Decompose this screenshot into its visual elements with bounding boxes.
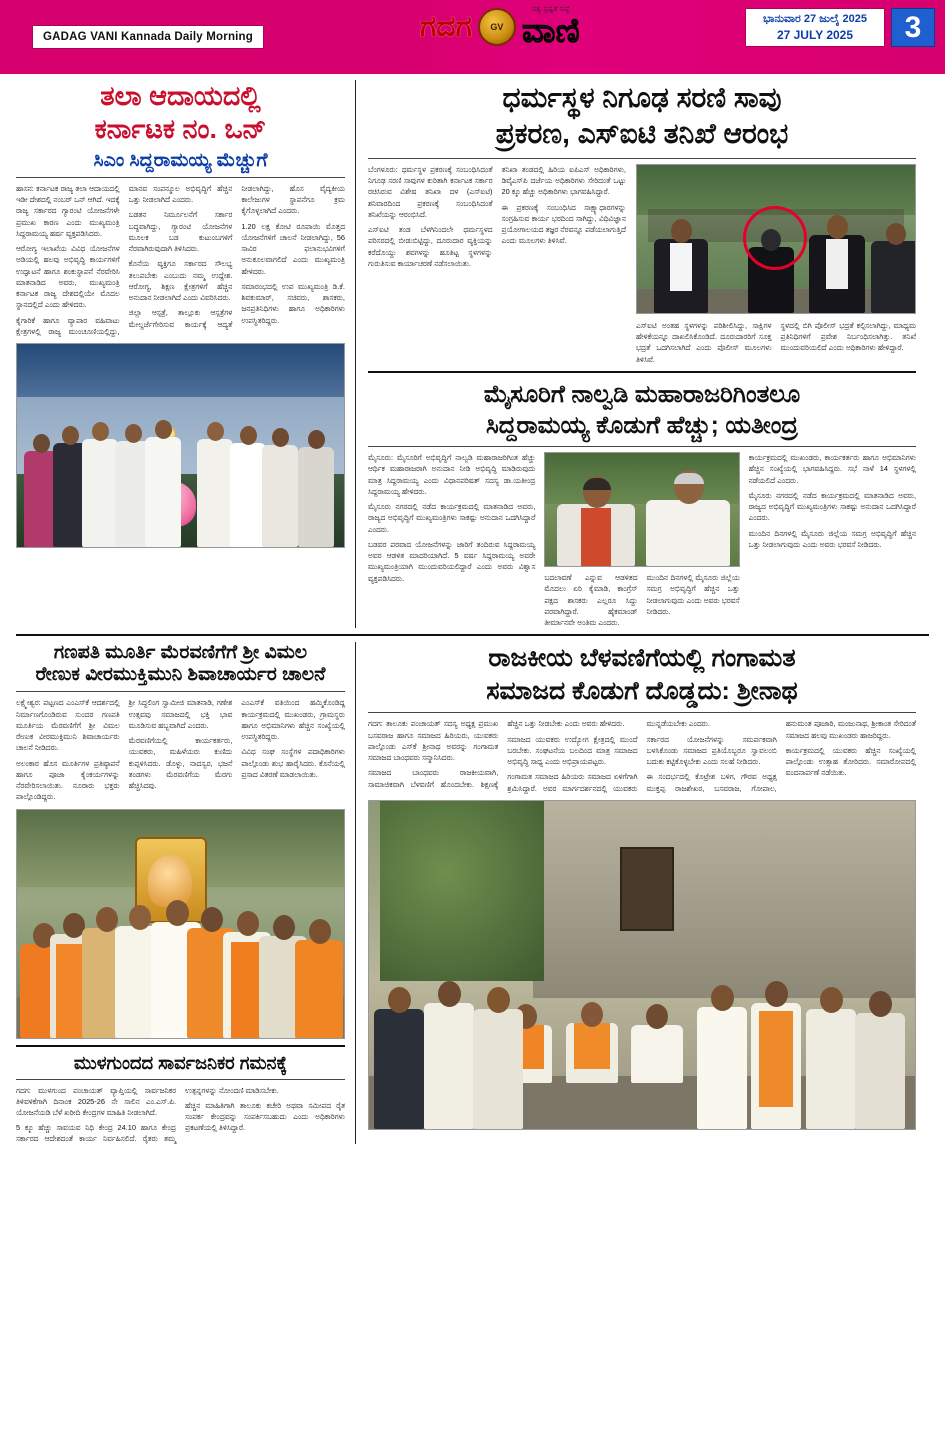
logo-emblem-icon [478,8,516,46]
logo-emblem-label: GV [490,22,504,32]
divider [16,1045,345,1047]
paragraph: ಬಡವರ ಪರವಾದ ಯೋಜನೆಗಳನ್ನು ಜಾರಿಗೆ ತಂದಿರುವ ಸಿದ್ದರಾಮಯ್ಯ ಅವರ ಆಡಳಿತ ಮಾದರಿಯಾಗಿದೆ. 5 ವರ್ಷ ಸಿದ್ದರಾಮಯ್ಯ ಅವರೇ ಮುಖ್ಯಮಂತ್ರಿಯಾಗಿ ಮುಂದುವರಿಯಲಿದ್ದಾರೆ ಎಂದು ಅವರು ವಿಶ್ವಾಸ ವ್ಯಕ್ತಪಡಿಸಿದರು. [368,539,536,583]
paragraph: ಮೈಸೂರು ನಗರದಲ್ಲಿ ನಡೆದ ಕಾರ್ಯಕ್ರಮದಲ್ಲಿ ಮಾತನಾಡಿದ ಅವರು, ರಾಜ್ಯದ ಅಭಿವೃದ್ಧಿಗೆ ಮುಖ್ಯಮಂತ್ರಿಗಳು ಸಾಕಷ್ಟು ಅನುದಾನ ಒದಗಿಸಿದ್ದಾರೆ ಎಂದರು. [368,502,536,534]
paragraph: 1.20 ಲಕ್ಷ ಕೋಟಿ ರೂಪಾಯಿ ಮೊತ್ತದ ಯೋಜನೆಗಳಿಗೆ ಚಾಲನೆ ನೀಡಲಾಗಿದ್ದು, 56 ಸಾವಿರ ಫಲಾನುಭವಿಗಳಿಗೆ ಅನುಕೂಲವಾಗಲಿದೆ ಎಂದು ಮುಖ್ಯಮಂತ್ರಿ ಹೇಳಿದರು. [241,221,345,276]
divider [16,634,929,636]
paragraph: ಸಮಾಜದ ಬಾಂಧವರು ರಾಜಕೀಯವಾಗಿ, ಸಾಮಾಜಿಕವಾಗಿ ಬೆಳವಣಿಗೆ ಹೊಂದಬೇಕು. ಶಿಕ್ಷಣಕ್ಕೆ ಹೆಚ್ಚಿನ ಒತ್ತು ನೀಡಬೇಕು ಎಂದು ಅವರು ಹೇಳಿದರು. [368,719,625,789]
dharmasthala-body-right [636,320,916,365]
paragraph: ಈ ಸಂದರ್ಭದಲ್ಲಿ ಕೊಟ್ರೇಶ ಬಳಿಗ, ಗೌರವ ಅಧ್ಯಕ್ಷ ಮುಕ್ತಪ್ಪ ರಾಜಶೇಖರ, ಬಸವರಾಜ, ಗೋಪಾಲ, ಹನುಮಂತ ಪೂಜಾರಿ, ಮಂಜುನಾಥ, ಶ್ರೀಕಾಂತ ಸೇರಿದಂತೆ ಸಮಾಜದ ಹಲವು ಮುಖಂಡರು ಹಾಜರಿದ್ದರು. [646,719,916,793]
right-top-column [356,80,916,628]
ganapati-headline-line1: ಗಣಪತಿ ಮೂರ್ತಿ ಮೆರವಣಿಗೆಗೆ ಶ್ರೀ ವಿಮಲ [53,642,308,664]
paragraph: ಆರೋಗ್ಯ ಇಲಾಖೆಯ ವಿವಿಧ ಯೋಜನೆಗಳ ಅಡಿಯಲ್ಲಿ ಹಲವು ಅಭಿವೃದ್ಧಿ ಕಾರ್ಯಗಳಿಗೆ ಉದ್ಘಾಟನೆ ಹಾಗೂ ಶಂಕುಸ್ಥಾಪನೆ ನೆರವೇರಿಸಿ ಮಾತನಾಡಿದ ಅವರು, ಮುಖ್ಯಮಂತ್ರಿ ಕರ್ನಾಟಕ ರಾಜ್ಯ ದೇಶದಲ್ಲಿಯೇ ಮೊದಲ ಸ್ಥಾನದಲ್ಲಿದೆ ಎಂದು ಹೇಳಿದರು. [16,244,120,310]
divider [16,1079,345,1080]
paragraph: ಕೊನೆಯ ವ್ಯಕ್ತಿಗೂ ಸರ್ಕಾರದ ಸೌಲಭ್ಯ ತಲುಪಬೇಕು ಎಂಬುದು ನಮ್ಮ ಉದ್ದೇಶ. ಆರೋಗ್ಯ, ಶಿಕ್ಷಣ ಕ್ಷೇತ್ರಗಳಿಗೆ ಹೆಚ್ಚಿನ ಅನುದಾನ ನೀಡಲಾಗಿದೆ ಎಂದು ವಿವರಿಸಿದರು. [128,259,233,303]
logo-name-text: ವಾಣಿ [521,12,580,50]
logo-tagline: ಸತ್ಯ ಸ್ಪಷ್ಟತೆ ನಿಷ್ಠೆ [532,6,570,13]
masthead-date-block [745,8,935,47]
mysore-photo [544,452,739,567]
paragraph: ಗದಗ: ತಾಲೂಕು ಪಂಚಾಯತ್ ಸದಸ್ಯ ಅಧ್ಯಕ್ಷ ಪ್ರಮುಖ ಬಸವರಾಜ ಹಾಗೂ ಸಮಾಜದ ಹಿರಿಯರು, ಯುವಕರು ಪಾಲ್ಗೊಂಡು ಎಸ್‌ಕೆ ಶ್ರೀನಾಥ ಅವರನ್ನು ಗಂಗಾಮತ ಸಮಾಜದ ಬಾಂಧವರು ಸನ್ಮಾನಿಸಿದರು. [368,719,499,763]
gangamata-photo [368,800,916,1130]
lead-story [16,80,356,628]
dharmasthala-headline-line2: ಪ್ರಕರಣ, ಎಸ್‌ಐಟಿ ತನಿಖೆ ಆರಂಭ [495,118,789,150]
paragraph: ಜಿಲ್ಲಾ ಆಸ್ಪತ್ರೆ, ತಾಲ್ಲೂಕು ಆಸ್ಪತ್ರೆಗಳ ಮೇಲ್ದರ್ಜೆಗೇರಿಸುವ ಕಾರ್ಯಕ್ಕೆ ಆದ್ಯತೆ ನೀಡಲಾಗಿದ್ದು, ಹೊಸ ವೈದ್ಯಕೀಯ ಕಾಲೇಜುಗಳ ಸ್ಥಾಪನೆಗೂ ಕ್ರಮ ಕೈಗೊಳ್ಳಲಾಗಿದೆ ಎಂದರು. [128,183,345,329]
divider [368,371,916,373]
paragraph: ಎಸ್‌ಐಟಿ ತಂಡ ಬೆಳಗಿನಿಂದಲೇ ಧರ್ಮಸ್ಥಳದ ಪರಿಸರದಲ್ಲಿ ಬೀಡುಬಿಟ್ಟಿದ್ದು, ದೂರುದಾರ ವ್ಯಕ್ತಿಯನ್ನು ಕರೆದೊಯ್ದು ಶವಗಳನ್ನು ಹೂತಿಟ್ಟ ಸ್ಥಳಗಳನ್ನು ಗುರುತಿಸುವ ಕಾರ್ಯಾಚರಣೆ ನಡೆಸಲಾಯಿತು. [368,225,493,268]
paragraph: ಬೆಂಗಳೂರು: ಧರ್ಮಸ್ಥಳ ಪ್ರಕರಣಕ್ಕೆ ಸಂಬಂಧಿಸಿದಂತೆ ನಿಗೂಢ ಸರಣಿ ಸಾವುಗಳ ಕುರಿತಾಗಿ ಕರ್ನಾಟಕ ಸರ್ಕಾರ ರಚಿಸಿರುವ ವಿಶೇಷ ತನಿಖಾ ದಳ (ಎಸ್‌ಐಟಿ) ಶನಿವಾರದಿಂದ ಪ್ರಕರಣಕ್ಕೆ ಸಂಬಂಧಿಸಿದಂತೆ ತನಿಖೆಯನ್ನು ಆರಂಭಿಸಿದೆ. [368,164,493,219]
mysore-body-col2 [544,572,739,628]
paragraph: ಗಂಗಾಮತ ಸಮಾಜದ ಹಿರಿಯರು ಸಮಾಜದ ಏಳಿಗೆಗಾಗಿ ಶ್ರಮಿಸಿದ್ದಾರೆ. ಅವರ ಮಾರ್ಗದರ್ಶನದಲ್ಲಿ ಯುವಕರು ಮುನ್ನಡೆಯಬೇಕು ಎಂದರು. [507,719,710,793]
ganapati-photo [16,809,345,1039]
gangamata-body [368,718,916,794]
paragraph: ಮೆರವಣಿಗೆಯಲ್ಲಿ ಕಾರ್ಯಕರ್ತರು, ಯುವಕರು, ಮಹಿಳೆಯರು ಕುಣಿದು ಕುಪ್ಪಳಿಸಿದರು. ಡೊಳ್ಳು, ನಾದಸ್ವರ, ಭಜನೆ ತಂಡಗಳು ಮೆರವಣಿಗೆಯ ಮೆರಗು ಹೆಚ್ಚಿಸಿದವು. [128,736,233,791]
paragraph: ಸ್ಥಳದಲ್ಲಿ ಬಿಗಿ ಪೊಲೀಸ್ ಭದ್ರತೆ ಕಲ್ಪಿಸಲಾಗಿದ್ದು, ಮಾಧ್ಯಮ ಪ್ರತಿನಿಧಿಗಳಿಗೆ ಪ್ರವೇಶ ನಿರ್ಬಂಧಿಸಲಾಗಿತ್ತು. ತನಿಖೆ ಮುಂದುವರಿಯಲಿದೆ ಎಂದು ಅಧಿಕಾರಿಗಳು ಹೇಳಿದ್ದಾರೆ. [780,320,916,353]
ganapati-headline-line2: ರೇಣುಕ ವೀರಮುಕ್ತಿಮುನಿ ಶಿವಾಚಾರ್ಯರ ಚಾಲನೆ [35,664,326,686]
paragraph: ಮುಂದಿನ ದಿನಗಳಲ್ಲಿ ಮೈಸೂರು ಜಿಲ್ಲೆಯ ಸಮಗ್ರ ಅಭಿವೃದ್ಧಿಗೆ ಹೆಚ್ಚಿನ ಒತ್ತು ನೀಡಲಾಗುವುದು ಎಂದು ಅವರು ಭರವಸೆ ನೀಡಿದರು. [748,528,917,549]
paragraph: ವಿವಿಧ ಸಂಘ ಸಂಸ್ಥೆಗಳ ಪದಾಧಿಕಾರಿಗಳು ಪಾಲ್ಗೊಂಡು ಶುಭ ಹಾರೈಸಿದರು. ಕೊನೆಯಲ್ಲಿ ಪ್ರಸಾದ ವಿತರಣೆ ಮಾಡಲಾಯಿತು. [241,747,345,779]
mulgund-notice-body [16,1085,345,1145]
date-kannada: ಭಾನುವಾರ 27 ಜುಲೈ 2025 [763,13,867,25]
divider [368,158,916,159]
paragraph: ಅಲಂಕಾರ ಹೊಸ ಮೂರ್ತಿಗಳ ಪ್ರತಿಷ್ಠಾಪನೆ ಹಾಗೂ ಪೂಜಾ ಕೈಂಕರ್ಯಗಳನ್ನು ನೆರವೇರಿಸಲಾಯಿತು. ನೂರಾರು ಭಕ್ತರು ಪಾಲ್ಗೊಂಡಿದ್ದರು. [16,758,120,802]
paragraph: ಗದಗ: ಮುಳಗುಂದ ಪಂಚಾಯತ್ ವ್ಯಾಪ್ತಿಯಲ್ಲಿ ಸಾರ್ವಜನಿಕರ ತಿಳಿವಳಿಕೆಗಾಗಿ ದಿನಾಂಕ 2025-26 ನೇ ಸಾಲಿನ ಎಂ.ಎಸ್.ಪಿ. ಯೋಜನೆಯಡಿ ಬೆಳೆ ಖರೀದಿ ಕೇಂದ್ರಗಳ ಮಾಹಿತಿ ನೀಡಲಾಗಿದೆ. [16,1085,176,1117]
paragraph: ಹಾಸನ: ಕರ್ನಾಟಕ ರಾಜ್ಯ ತಲಾ ಆದಾಯದಲ್ಲಿ ಇಡೀ ದೇಶದಲ್ಲಿ ನಂಬರ್ ಒನ್ ಆಗಿದೆ. ಇದಕ್ಕೆ ರಾಜ್ಯ ಸರ್ಕಾರದ ಗ್ಯಾರಂಟಿ ಯೋಜನೆಗಳೇ ಪ್ರಮುಖ ಕಾರಣ ಎಂದು ಮುಖ್ಯಮಂತ್ರಿ ಸಿದ್ದರಾಮಯ್ಯ ಹರ್ಷ ವ್ಯಕ್ತಪಡಿಸಿದರು. [16,183,120,238]
divider [368,712,916,713]
masthead-publication-label: GADAG VANI Kannada Daily Morning [32,25,264,49]
page-number-badge: 3 [891,8,935,47]
lead-story-photo [16,343,345,548]
ganapati-story [16,642,356,1144]
gangamata-headline-line2: ಸಮಾಜದ ಕೊಡುಗೆ ದೊಡ್ಡದು: ಶ್ರೀನಾಥ [486,676,798,705]
dharmasthala-body-left [368,164,626,269]
divider [16,177,345,178]
divider [16,691,345,692]
ganapati-body [16,697,345,802]
masthead [0,0,945,74]
paragraph: ಕಾರ್ಯಕ್ರಮದಲ್ಲಿ ಮುಖಂಡರು, ಕಾರ್ಯಕರ್ತರು ಹಾಗೂ ಅಭಿಮಾನಿಗಳು ಹೆಚ್ಚಿನ ಸಂಖ್ಯೆಯಲ್ಲಿ ಭಾಗವಹಿಸಿದ್ದರು. ಸಭೆ ನಾಳೆ 14 ಸ್ಥಳಗಳಲ್ಲಿ ನಡೆಯಲಿದೆ ಎಂದರು. [748,453,917,485]
lead-subheadline: ಸಿಎಂ ಸಿದ್ದರಾಮಯ್ಯ ಮೆಚ್ಚುಗೆ [93,149,268,171]
logo-kannada-text: ಗದಗ [420,10,472,43]
paragraph: ಬಡತನ ನಿರ್ಮೂಲನೆಗೆ ಸರ್ಕಾರ ಬದ್ಧವಾಗಿದ್ದು, ಗ್ಯಾರಂಟಿ ಯೋಜನೆಗಳ ಮೂಲಕ ಬಡ ಕುಟುಂಬಗಳಿಗೆ ನೆರವಾಗಿರುವುದಾಗಿ ತಿಳಿಸಿದರು. [128,210,233,254]
paragraph: ಸಮಾರಂಭದಲ್ಲಿ ಉಪ ಮುಖ್ಯಮಂತ್ರಿ ಡಿ.ಕೆ. ಶಿವಕುಮಾರ್, ಸಚಿವರು, ಶಾಸಕರು, ಜನಪ್ರತಿನಿಧಿಗಳು ಹಾಗೂ ಅಧಿಕಾರಿಗಳು ಉಪಸ್ಥಿತರಿದ್ದರು. [241,281,345,325]
paragraph: ಶ್ರೀ ಸಿದ್ಧಲಿಂಗ ಸ್ವಾಮೀಜಿ ಮಾತನಾಡಿ, ಗಣೇಶ ಉತ್ಸವವು ಸಮಾಜದಲ್ಲಿ ಭಕ್ತಿ ಭಾವ ಮೂಡಿಸುವ ಹಬ್ಬವಾಗಿದೆ ಎಂದರು. [128,698,233,730]
paragraph: ಹೆಚ್ಚಿನ ಮಾಹಿತಿಗಾಗಿ ತಾಲೂಕು ಕಚೇರಿ ಅಥವಾ ಸಮೀಪದ ರೈತ ಸಂಪರ್ಕ ಕೇಂದ್ರವನ್ನು ಸಂಪರ್ಕಿಸಬಹುದು ಎಂದು ಅಧಿಕಾರಿಗಳು ಪ್ರಕಟಣೆಯಲ್ಲಿ ತಿಳಿಸಿದ್ದಾರೆ. [185,1100,345,1132]
bottom-section [16,642,929,1144]
paragraph: ಮುಂದಿನ ದಿನಗಳಲ್ಲಿ ಮೈಸೂರು ಜಿಲ್ಲೆಯ ಸಮಗ್ರ ಅಭಿವೃದ್ಧಿಗೆ ಹೆಚ್ಚಿನ ಒತ್ತು ನೀಡಲಾಗುವುದು ಎಂದು ಅವರು ಭರವಸೆ ನೀಡಿದರು. [646,573,740,616]
photo-highlight-circle [743,206,807,270]
lead-story-body [16,183,345,337]
top-section [16,80,929,628]
gangamata-story [356,642,916,1144]
paragraph: ಲಕ್ಷ್ಮೇಶ್ವರ: ಪಟ್ಟಣದ ಎಂಎಸ್‌ಕೆ ಆದರ್ಶದಲ್ಲಿ ನಿರ್ಮಾಣಗೊಂಡಿರುವ ಸುಂದರ ಗಣಪತಿ ಮೂರ್ತಿಯ ಮೆರವಣಿಗೆಗೆ ಶ್ರೀ ವಿಮಲ ರೇಣುಕ ವೀರಮುಕ್ತಿಮುನಿ ಶಿವಾಚಾರ್ಯರು ಚಾಲನೆ ನೀಡಿದರು. [16,698,120,753]
paragraph: ಕಾರ್ಯಕ್ರಮದಲ್ಲಿ ಯುವಕರು ಹೆಚ್ಚಿನ ಸಂಖ್ಯೆಯಲ್ಲಿ ಪಾಲ್ಗೊಂಡು ಉತ್ಸಾಹ ತೋರಿದರು. ಸಮಾರೋಪದಲ್ಲಿ ವಂದನಾರ್ಪಣೆ ನಡೆಯಿತು. [785,745,916,778]
paragraph: ಬದಲಾವಣೆ ಎನ್ನುವ ಆಡಳಿತದ ಮೊದಲು ಏರಿ ಕೈಮಾಡಿ, ಕಾಂಗ್ರೆಸ್ ಪಕ್ಷದ ಶಾಸಕರು ಎಲ್ಲರೂ ಸಿದ್ದು ಪರವಾಗಿದ್ದಾರೆ. ಹೈಕಮಾಂಡ್ ತೀರ್ಮಾನವೇ ಅಂತಿಮ ಎಂದರು. [544,573,638,628]
mysore-body-col3 [749,452,916,550]
paragraph: ಈ ಪ್ರಕರಣಕ್ಕೆ ಸಂಬಂಧಿಸಿದ ಸಾಕ್ಷ್ಯಾಧಾರಗಳನ್ನು ಸಂಗ್ರಹಿಸುವ ಕಾರ್ಯ ಭರದಿಂದ ಸಾಗಿದ್ದು, ವಿಧಿವಿಜ್ಞಾನ ಪ್ರಯೋಗಾಲಯದ ತಜ್ಞರ ನೆರವನ್ನೂ ಪಡೆಯಲಾಗುತ್ತಿದೆ ಎಂದು ಮೂಲಗಳು ತಿಳಿಸಿವೆ. [501,202,626,246]
paragraph: ಮೈಸೂರು ನಗರದಲ್ಲಿ ನಡೆದ ಕಾರ್ಯಕ್ರಮದಲ್ಲಿ ಮಾತನಾಡಿದ ಅವರು, ರಾಜ್ಯದ ಅಭಿವೃದ್ಧಿಗೆ ಮುಖ್ಯಮಂತ್ರಿಗಳು ಸಾಕಷ್ಟು ಅನುದಾನ ಒದಗಿಸಿದ್ದಾರೆ ಎಂದರು. [748,490,917,523]
mulgund-notice-headline: ಮುಳಗುಂದದ ಸಾರ್ವಜನಿಕರ ಗಮನಕ್ಕೆ [73,1052,288,1073]
paragraph: ತನಿಖಾ ತಂಡದಲ್ಲಿ ಹಿರಿಯ ಐಪಿಎಸ್ ಅಧಿಕಾರಿಗಳು, ಡಿವೈಎಸ್‌ಪಿ ದರ್ಜೆಯ ಅಧಿಕಾರಿಗಳು ಸೇರಿದಂತೆ ಒಟ್ಟು 20 ಕ್ಕೂ ಹೆಚ್ಚು ಅಧಿಕಾರಿಗಳು ಭಾಗವಹಿಸಿದ್ದಾರೆ. [501,164,626,197]
date-box [745,8,885,47]
lead-headline-line2: ಕರ್ನಾಟಕ ನಂ. ಒನ್ [94,113,267,144]
paragraph: ಕೈಗಾರಿಕೆ ಹಾಗೂ ವ್ಯಾಪಾರ ವಹಿವಾಟು ಕ್ಷೇತ್ರಗಳಲ್ಲಿ ರಾಜ್ಯ ಮುಂಚೂಣಿಯಲ್ಲಿದ್ದು, ಮಾನವ ಸಂಪನ್ಮೂಲ ಅಭಿವೃದ್ಧಿಗೆ ಹೆಚ್ಚಿನ ಒತ್ತು ನೀಡಲಾಗಿದೆ ಎಂದರು. [16,183,233,336]
divider [368,446,916,447]
gangamata-headline-line1: ರಾಜಕೀಯ ಬೆಳವಣಿಗೆಯಲ್ಲಿ ಗಂಗಾಮತ [488,644,796,673]
paragraph: 5 ಕ್ಕೂ ಹೆಚ್ಚು ಸಾವಯವ ನಿಧಿ ಕೇಂದ್ರ 24.10 ಹಾಗೂ ಕೇಂದ್ರ ಸರ್ಕಾರದ ಆದೇಶದಂತೆ ಕಾರ್ಯ ನಿರ್ವಹಿಸಲಿದೆ. ರೈತರು ತಮ್ಮ ಉತ್ಪನ್ನಗಳನ್ನು ನೋಂದಣಿ ಮಾಡಿಸಬೇಕು. [16,1085,279,1144]
paragraph: ಸಮಾಜದ ಯುವಕರು ಉದ್ಯೋಗ ಕ್ಷೇತ್ರದಲ್ಲಿ ಮುಂದೆ ಬರಬೇಕು. ಸಂಘಟನೆಯ ಬಲದಿಂದ ಮಾತ್ರ ಸಮಾಜದ ಅಭಿವೃದ್ಧಿ ಸಾಧ್ಯ ಎಂದು ಅಭಿಪ್ರಾಯಪಟ್ಟರು. [507,734,638,767]
paragraph: ಮೈಸೂರು: ಮೈಸೂರಿಗೆ ಅಭಿವೃದ್ಧಿಗೆ ನಾಲ್ವಡಿ ಮಹಾರಾಜರಿಗಿಂತ ಹೆಚ್ಚು ಆರ್ಥಿಕ ಮಹಾರಾಜರಾಗಿ ಅನುದಾನ ನೀಡಿ ಅಭಿವೃದ್ಧಿ ಮಾಡಿರುವುದು ಮಾತ್ರ ಸಿದ್ದರಾಮಯ್ಯ ಎಂದು ವಿಧಾನಪರಿಷತ್ ಸದಸ್ಯ ಡಾ.ಯತೀಂದ್ರ ಸಿದ್ದರಾಮಯ್ಯ ಹೇಳಿದರು. [368,453,536,496]
mysore-body-col1 [368,452,535,584]
date-english: 27 JULY 2025 [776,28,854,42]
masthead-logo [420,6,580,48]
dharmasthala-photo [636,164,916,314]
mysore-headline-line2: ಸಿದ್ದರಾಮಯ್ಯ ಕೊಡುಗೆ ಹೆಚ್ಚು; ಯತೀಂದ್ರ [486,411,798,439]
lead-headline-line1: ತಲಾ ಆದಾಯದಲ್ಲಿ [100,81,261,111]
page-content [0,74,945,1154]
dharmasthala-headline-line1: ಧರ್ಮಸ್ಥಳ ನಿಗೂಢ ಸರಣಿ ಸಾವು [502,82,782,113]
paragraph: ಸರ್ಕಾರದ ಯೋಜನೆಗಳನ್ನು ಸಮರ್ಪಕವಾಗಿ ಬಳಸಿಕೊಂಡು ಸಮಾಜದ ಪ್ರತಿಯೊಬ್ಬರೂ ಸ್ವಾವಲಂಬಿ ಬದುಕು ಕಟ್ಟಿಕೊಳ್ಳಬೇಕು ಎಂದು ಸಲಹೆ ನೀಡಿದರು. [646,734,777,767]
paragraph: ಎಂಎಸ್‌ಕೆ ವತಿಯಿಂದ ಹಮ್ಮಿಕೊಂಡಿದ್ದ ಕಾರ್ಯಕ್ರಮದಲ್ಲಿ ಮುಖಂಡರು, ಗ್ರಾಮಸ್ಥರು ಹಾಗೂ ಅಭಿಮಾನಿಗಳು ಹೆಚ್ಚಿನ ಸಂಖ್ಯೆಯಲ್ಲಿ ಉಪಸ್ಥಿತರಿದ್ದರು. [241,698,345,742]
paragraph: ಎಸ್‌ಐಟಿ ಅಂತಹ ಸ್ಥಳಗಳನ್ನು ಪರಿಶೀಲಿಸಿದ್ದು, ಸಾಕ್ಷಿಗಳ ಹೇಳಿಕೆಯನ್ನೂ ದಾಖಲಿಸಿಕೊಂಡಿದೆ. ದೂರುದಾರರಿಗೆ ಸೂಕ್ತ ಭದ್ರತೆ ಒದಗಿಸಲಾಗಿದೆ ಎಂದು ಪೊಲೀಸ್ ಮೂಲಗಳು ತಿಳಿಸಿವೆ. [636,320,772,364]
mysore-headline-line1: ಮೈಸೂರಿಗೆ ನಾಲ್ವಡಿ ಮಹಾರಾಜರಿಗಿಂತಲೂ [483,380,801,408]
